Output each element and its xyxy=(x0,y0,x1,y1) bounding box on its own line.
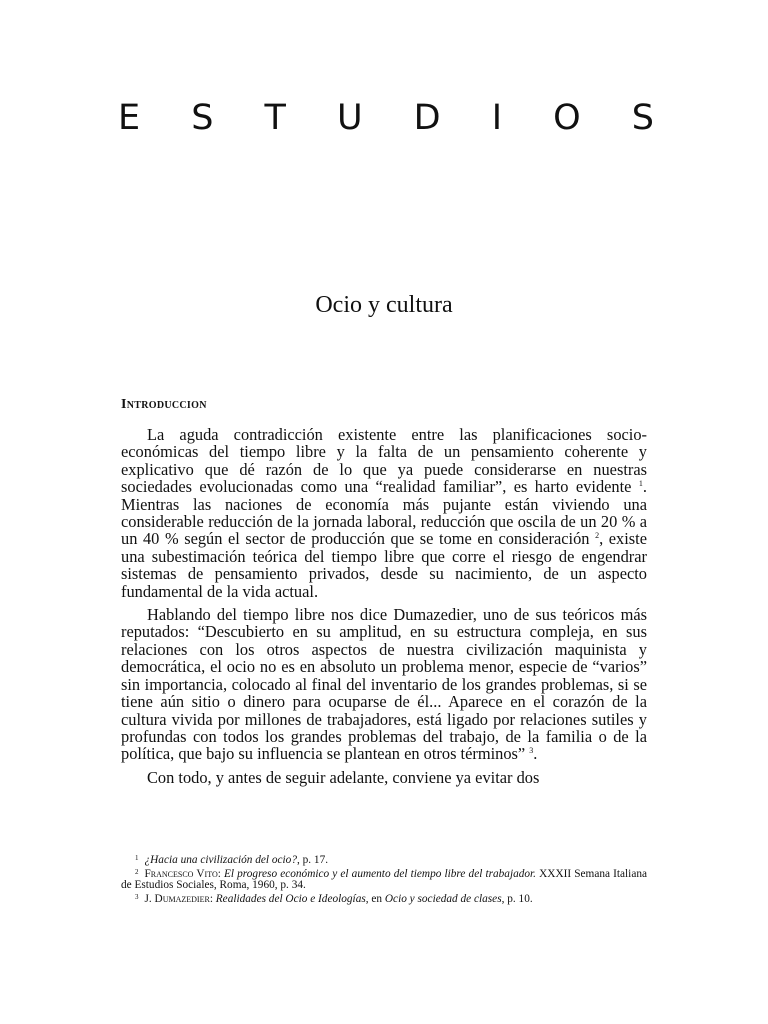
heading-letter: O xyxy=(553,98,581,138)
paragraph-text: . xyxy=(533,744,538,764)
footnote-author: J. Dumazedier xyxy=(144,892,210,905)
footnote-reference[interactable]: 1 xyxy=(638,479,643,489)
footnote-number: 1 xyxy=(135,854,139,862)
footnotes xyxy=(121,853,647,905)
paragraph: La aguda contradicción existente entre las planificaciones socio-económicas del tiempo libre y la falta de un pensamiento coherente y explicativo que dé razón de lo que ya puede considerarse en nuestras sociedades evolucionadas como una “realidad familiar”, es harto evidente $^1$. Mientras las naciones de economía más pujante están viviendo una considerable reducción de la jornada laboral, reducción que oscila de un 20 % a un 40 % según el sector de producción que se tome en consideración $^2$, existe una subestimación teórica del tiempo libre que corre el riesgo de engendrar sistemas de pensamiento privados, desde su nacimiento, de un aspecto fundamental de la vida actual. xyxy=(121,425,647,601)
heading-letter: I xyxy=(491,98,503,138)
paragraph xyxy=(121,606,647,763)
footnote-title: Ocio y sociedad de clases xyxy=(384,892,502,905)
footnote-reference[interactable]: 3 xyxy=(529,746,534,756)
footnote-author: Francesco Vito xyxy=(144,867,218,880)
footnote xyxy=(121,853,647,867)
paragraph-text: Con todo, y antes de seguir adelante, conviene ya evitar dos xyxy=(147,767,540,787)
heading-letter: S xyxy=(631,98,654,138)
heading-letter: S xyxy=(191,98,214,138)
footnote-number: 2 xyxy=(135,867,139,876)
footnote-title: ¿Hacia una civilización del ocio? xyxy=(144,854,297,866)
paragraph-text: Mientras las naciones de economía más pujante están viviendo una considerable reducción de la jornada laboral, reducción que oscila de un 20 % a un 40 % según el sector de producción que se tome en consideración xyxy=(121,494,647,549)
footnote-title: Realidades del Ocio e Ideologías xyxy=(215,892,366,905)
footnote-text: , en xyxy=(365,892,385,905)
paragraph xyxy=(121,769,647,786)
paragraph-text: La aguda contradicción existente entre las planificaciones socio-económicas del tiempo libre y la falta de un pensamiento coherente y explicativo que dé razón de lo que ya puede considerarse en nuestras sociedades evolucionadas como una “realidad familiar”, es harto evidente xyxy=(121,425,647,497)
footnote-number: 3 xyxy=(135,892,139,901)
footnote-text: , p. 17. xyxy=(296,854,329,866)
paragraph-text: , existe una subestimación teórica del tiempo libre que corre el riesgo de engendrar sistemas de pensamiento privados, desde su nacimiento, de un aspecto fundamental de la vida actual. xyxy=(121,529,647,601)
heading-letter: E xyxy=(118,98,141,138)
section-heading xyxy=(118,96,654,140)
heading-letter: D xyxy=(413,98,441,138)
footnote-text: , p. 10. xyxy=(501,892,533,905)
footnote-text: XXXII Semana Italiana de Estudios Sociales, Roma, 1960, p. 34. xyxy=(121,867,647,891)
paragraph-text: Hablando del tiempo libre nos dice Dumazedier, uno de sus teóricos más reputados: “Descubierto en su amplitud, en su estructura compleja, en sus relaciones con los otros aspectos de nuestra civilización maquinista y democrática, el ocio no es en absoluto un problema menor, especie de “varios” sin importancia, colocado al final del inventario de los grandes problemas, si se tiene aún sitio o dinero para ocuparse de él... Aparece en el corazón de la cultura vivida por millones de trabajadores, está ligado por relaciones sutiles y profundas con todos los grandes problemas del trabajo, de la familia o de la política, que bajo su influencia se plantean en otros términos” xyxy=(121,605,647,764)
footnote-title: El progreso económico y el aumento del tiempo libre del trabajador. xyxy=(223,867,536,880)
section-subheading: Introduccion xyxy=(121,397,207,412)
heading-letter: T xyxy=(264,98,286,138)
footnote: $^3$ J. Dumazedier: Realidades del Ocio e Ideologías, en Ocio y sociedad de clases, p. 10. xyxy=(135,892,533,905)
body-text xyxy=(121,426,647,792)
article-title: Ocio y cultura xyxy=(315,292,453,318)
footnote-reference[interactable]: 2 xyxy=(595,531,600,541)
heading-letter: U xyxy=(336,98,363,138)
footnote: $^2$ Francesco Vito: El progreso económico y el aumento del tiempo libre del trabajador. XXXII Semana Italiana de Estudios Sociales, Roma, 1960, p. 34. xyxy=(121,867,647,891)
